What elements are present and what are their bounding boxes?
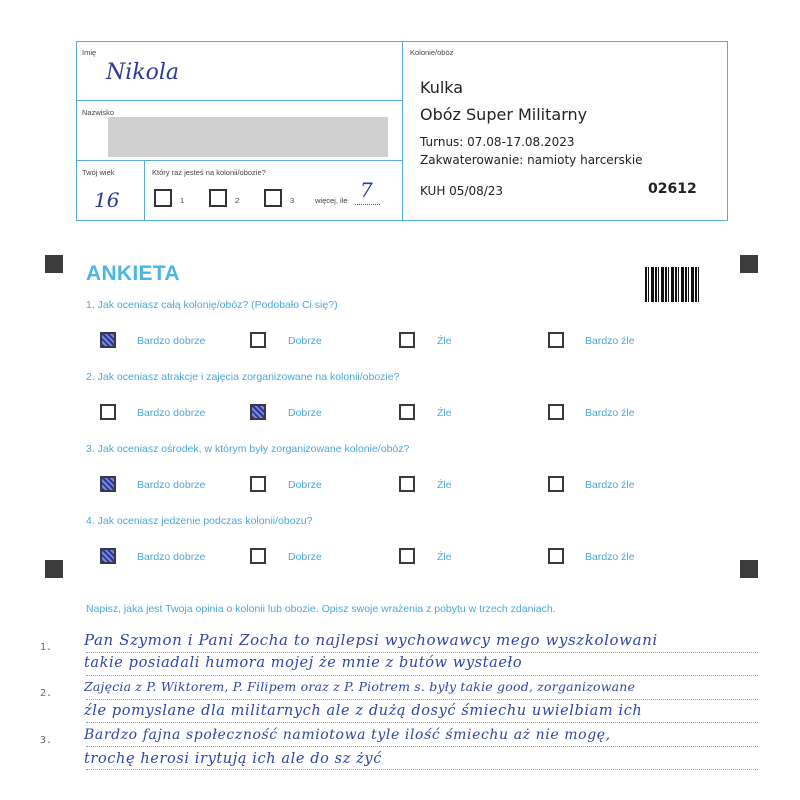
turnus-text: Turnus: 07.08-17.08.2023: [420, 135, 575, 149]
wiecej-value: 7: [360, 178, 373, 202]
answer-line: [86, 722, 758, 723]
answer-handwriting-5: Bardzo fajna społeczność namiotowa tyle ilość śmiechu aż nie mogę,: [84, 727, 611, 743]
q2-option-dobrze-checkbox[interactable]: [250, 404, 266, 420]
answer-handwriting-2: takie posiadali humora mojej że mnie z butów wystaeło: [84, 655, 523, 671]
visit-3-checkbox[interactable]: [264, 189, 282, 207]
option-label: Źle: [437, 335, 452, 347]
q2-option-zle-checkbox[interactable]: [399, 404, 415, 420]
option-label: Bardzo dobrze: [137, 335, 206, 347]
option-label: Bardzo źle: [585, 335, 635, 347]
wiek-value: 16: [94, 188, 120, 212]
option-label: Dobrze: [288, 335, 322, 347]
answer-line: [86, 675, 758, 676]
answer-line: [86, 699, 758, 700]
q3-option-dobrze-checkbox[interactable]: [250, 476, 266, 492]
question-text: 3. Jak oceniasz ośrodek, w którym były zorganizowane kolonie/obóz?: [86, 443, 410, 455]
option-label: Dobrze: [288, 479, 322, 491]
wiecej-dotted-line: [355, 204, 380, 205]
imie-value: Nikola: [106, 60, 180, 85]
answer-line: [86, 746, 758, 747]
q3-option-zle-checkbox[interactable]: [399, 476, 415, 492]
visit-2-label: 2: [235, 196, 240, 205]
option-label: Źle: [437, 479, 452, 491]
option-label: Bardzo dobrze: [137, 551, 206, 563]
ktory-raz-label: Który raz jesteś na kolonii/obozie?: [152, 168, 266, 177]
nazwisko-label: Nazwisko: [82, 108, 115, 117]
q4-option-bardzo-zle-checkbox[interactable]: [548, 548, 564, 564]
q2-option-bardzo-dobrze-checkbox[interactable]: [100, 404, 116, 420]
q2-option-bardzo-zle-checkbox[interactable]: [548, 404, 564, 420]
barcode: [645, 267, 700, 302]
camp-name-1: Kulka: [420, 78, 464, 97]
zakwaterowanie-text: Zakwaterowanie: namioty harcerskie: [420, 153, 643, 167]
question-text: 2. Jak oceniasz atrakcje i zajęcia zorganizowane na kolonii/obozie?: [86, 371, 400, 383]
line-number-1: 1.: [40, 642, 53, 653]
answer-handwriting-4: źle pomyslane dla militarnych ale z dużą dosyć śmiechu uwielbiam ich: [84, 703, 643, 719]
q1-option-bardzo-dobrze-checkbox[interactable]: [100, 332, 116, 348]
visit-2-checkbox[interactable]: [209, 189, 227, 207]
visit-3-label: 3: [290, 196, 295, 205]
q3-option-bardzo-dobrze-checkbox[interactable]: [100, 476, 116, 492]
q4-option-dobrze-checkbox[interactable]: [250, 548, 266, 564]
imie-label: Imię: [82, 48, 97, 57]
option-label: Dobrze: [288, 407, 322, 419]
question-text: 4. Jak oceniasz jedzenie podczas kolonii/obozu?: [86, 515, 313, 527]
option-label: Dobrze: [288, 551, 322, 563]
wiek-label: Twój wiek: [82, 168, 115, 177]
redacted-surname: [108, 117, 388, 157]
q1-option-bardzo-zle-checkbox[interactable]: [548, 332, 564, 348]
line-number-2: 2.: [40, 688, 53, 699]
answer-handwriting-6: trochę herosi irytują ich ale do sz żyć: [84, 751, 382, 767]
option-label: Bardzo dobrze: [137, 407, 206, 419]
q1-option-zle-checkbox[interactable]: [399, 332, 415, 348]
question-text: 1. Jak oceniasz całą kolonię/obóz? (Podobało Ci się?): [86, 299, 338, 311]
form-number: 02612: [648, 181, 697, 197]
survey-title: ANKIETA: [86, 262, 180, 285]
registration-mark: [45, 255, 63, 273]
option-label: Źle: [437, 551, 452, 563]
line-number-3: 3.: [40, 735, 53, 746]
option-label: Bardzo źle: [585, 479, 635, 491]
option-label: Bardzo dobrze: [137, 479, 206, 491]
option-label: Bardzo źle: [585, 407, 635, 419]
visit-1-label: 1: [180, 196, 185, 205]
answer-line: [86, 769, 758, 770]
option-label: Bardzo źle: [585, 551, 635, 563]
answer-line: [86, 652, 758, 653]
q4-option-zle-checkbox[interactable]: [399, 548, 415, 564]
registration-mark: [740, 560, 758, 578]
answer-handwriting-3: Zajęcia z P. Wiktorem, P. Filipem oraz z P. Piotrem s. były takie good, zorganizowane: [84, 679, 636, 694]
q3-option-bardzo-zle-checkbox[interactable]: [548, 476, 564, 492]
option-label: Źle: [437, 407, 452, 419]
registration-mark: [45, 560, 63, 578]
answer-handwriting-1: Pan Szymon i Pani Zocha to najlepsi wychowawcy mego wyszkolowani: [84, 631, 658, 649]
wiecej-label: więcej, ile: [315, 196, 348, 205]
kolonie-label: Kolonie/obóz: [410, 48, 454, 57]
opinion-instruction: Napisz, jaka jest Twoja opinia o kolonii lub obozie. Opisz swoje wrażenia z pobytu w trzech zdaniach.: [86, 603, 556, 615]
visit-1-checkbox[interactable]: [154, 189, 172, 207]
camp-name-2: Obóz Super Militarny: [420, 105, 588, 124]
q4-option-bardzo-dobrze-checkbox[interactable]: [100, 548, 116, 564]
q1-option-dobrze-checkbox[interactable]: [250, 332, 266, 348]
camp-code: KUH 05/08/23: [420, 184, 504, 198]
registration-mark: [740, 255, 758, 273]
